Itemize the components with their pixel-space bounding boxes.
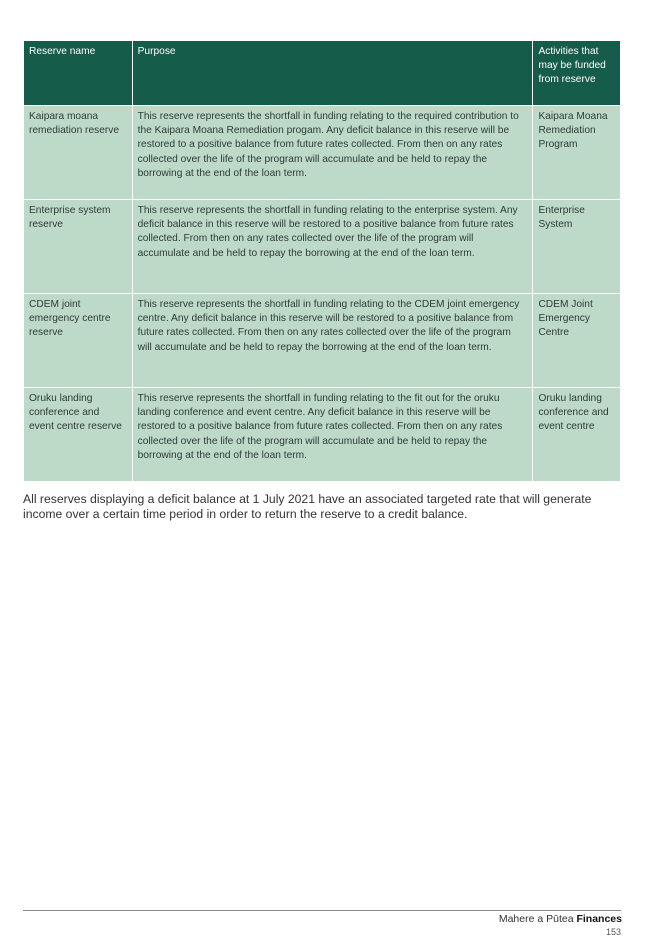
activities-cell: Oruku landing conference and event centre bbox=[533, 388, 621, 482]
purpose-cell: This reserve represents the shortfall in funding relating to the enterprise system. Any deficit balance in this reserve will be restored to a positive balance from future rates collected. From then on any rates collected over the life of the program will accumulate and be held to repay the borrowing at the end of the loan term. bbox=[132, 200, 533, 294]
header-activities: Activities that may be funded from reserve bbox=[533, 41, 621, 106]
activities-cell: CDEM Joint Emergency Centre bbox=[533, 294, 621, 388]
footer-section: Mahere a Pūtea bbox=[498, 913, 574, 925]
table-row bbox=[24, 294, 621, 388]
footer-title: Finances bbox=[576, 913, 622, 925]
footer-divider bbox=[23, 910, 621, 911]
header-reserve-name: Reserve name bbox=[24, 41, 133, 106]
purpose-cell: This reserve represents the shortfall in funding relating to the required contribution to the Kaipara Moana Remediation progam. Any deficit balance in this reserve will be restored to a positive balance from future rates collected. From then on any rates collected over the life of the program will accumulate and be held to repay the borrowing at the end of the loan term. bbox=[132, 106, 533, 200]
purpose-cell: This reserve represents the shortfall in funding relating to the CDEM joint emergency centre. Any deficit balance in this reserve will be restored to a positive balance from future rates collected. From then on any rates collected over the life of the program will accumulate and be held to repay the borrowing at the end of the loan term. bbox=[132, 294, 533, 388]
activities-cell: Kaipara Moana Remediation Program bbox=[533, 106, 621, 200]
header-purpose: Purpose bbox=[132, 41, 533, 106]
reserve-name-cell: CDEM joint emergency centre reserve bbox=[24, 294, 133, 388]
footer-label bbox=[499, 913, 622, 925]
table-row bbox=[24, 388, 621, 482]
page-number: 153 bbox=[605, 927, 621, 937]
table-header-row bbox=[24, 41, 621, 106]
reserve-name-cell: Enterprise system reserve bbox=[24, 200, 133, 294]
activities-cell: Enterprise System bbox=[533, 200, 621, 294]
reserve-name-cell: Oruku landing conference and event centre reserve bbox=[24, 388, 133, 482]
deficit-note: All reserves displaying a deficit balance at 1 July 2021 have an associated targeted rate that will generate income over a certain time period in order to return the reserve to a credit balance. bbox=[23, 492, 592, 521]
reserve-name-cell: Kaipara moana remediation reserve bbox=[24, 106, 133, 200]
purpose-cell: This reserve represents the shortfall in funding relating to the fit out for the oruku landing conference and event centre. Any deficit balance in this reserve will be restored to a positive balance from future rates collected. From then on any rates collected over the life of the program will accumulate and be held to repay the borrowing at the end of the loan term. bbox=[132, 388, 533, 482]
table-row bbox=[24, 200, 621, 294]
table-row bbox=[24, 106, 621, 200]
reserves-table bbox=[23, 40, 621, 482]
